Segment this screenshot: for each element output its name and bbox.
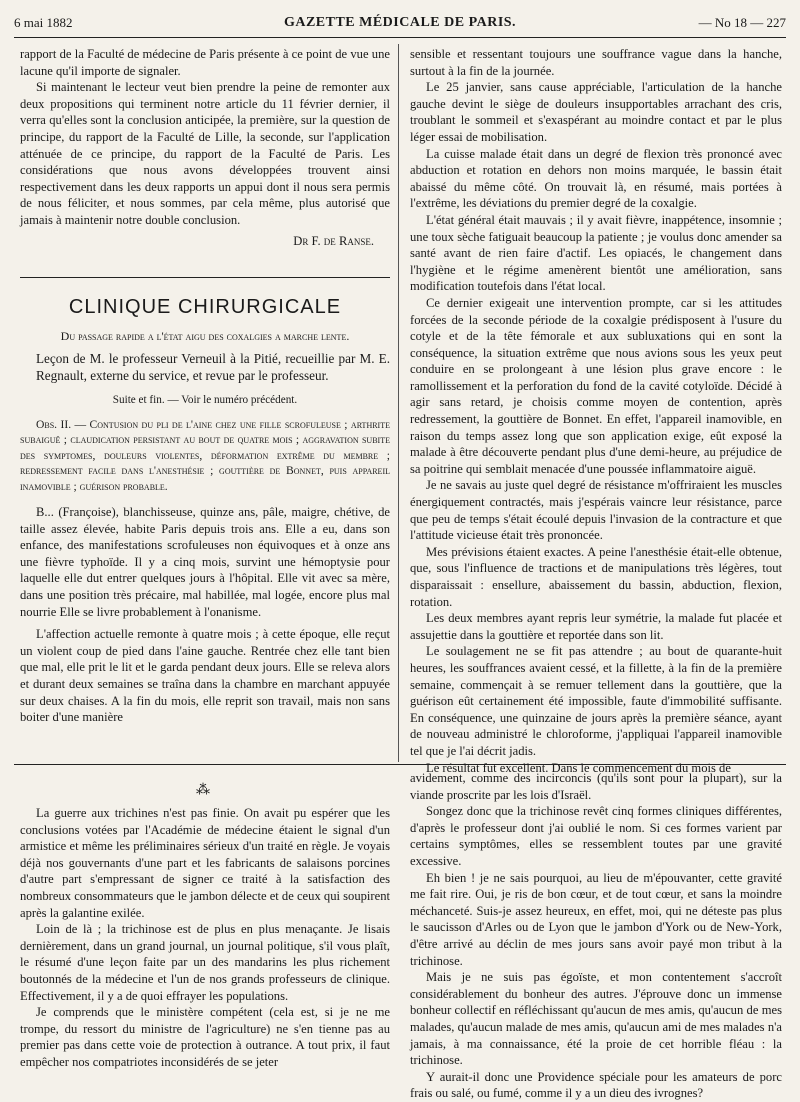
paragraph: Je ne savais au juste quel degré de résistance m'offriraient les muscles énergiquement contractés, mais j'espérais vaincre leur résistance, parce que peu de temps s'était écoulé depuis l'invasion de la contracture et que l'attitude vicieuse était très prononcée. — [410, 478, 782, 543]
continuation-note: Suite et fin. — Voir le numéro précédent. — [112, 394, 298, 406]
paragraph: L'affection actuelle remonte à quatre mois ; à cette époque, elle reçut un violent coup de pied dans l'aine gauche. Rentrée chez elle tant bien que mal, elle prit le lit et le garda pendant deux jours. Elle se releva alors et durant deux semaines se traîna dans la chambre en marchant appuyée sur deux chaises. A la fin du mois, elle reprit son travail, mais non sans boiter d'une manière — [20, 627, 390, 725]
feuilleton-rule — [14, 764, 786, 765]
paragraph: Y aurait-il donc une Providence spéciale pour les amateurs de porc frais ou salé, ou fumé, comme il y a un dieu des ivrognes? — [410, 1069, 782, 1101]
section-rule — [20, 277, 390, 278]
paragraph: Le 25 janvier, sans cause appréciable, l'articulation de la hanche gauche devint le siège de douleurs insupportables arrachant des cris, troublant le sommeil et s'exaspérant au moindre contact et par le plus léger essai de mobilisation. — [410, 80, 782, 144]
header-rule — [14, 37, 786, 38]
right-column-bottom — [410, 770, 782, 1102]
paragraph: La cuisse malade était dans un degré de flexion très prononcé avec abduction et rotation en dehors non moins marquée, le bassin était abaissé du même côté. On trouvait là, en résumé, mais portées à l'extrême, les déviations du premier degré de la coxalgie. — [410, 146, 782, 211]
paragraph: rapport de la Faculté de médecine de Paris présente à ce point de vue une lacune qu'il importe de signaler. — [20, 47, 390, 78]
paragraph: L'état général était mauvais ; il y avait fièvre, inappétence, insomnie ; une toux sèche fatiguait beaucoup la patiente ; je voulus donc amender sa santé avant de rien faire d'actif. Les opiacés, le changement dans l'hygiène et le régime amenèrent bientôt une amélioration, sans modification toutefois dans l'état local. — [410, 212, 782, 294]
asterism-ornament: ⁂ — [196, 783, 210, 798]
lecture-credit: Leçon de M. le professeur Verneuil à la Pitié, recueillie par M. E. Regnault, externe du service, et revue par le professeur. — [36, 351, 390, 383]
right-column-top — [410, 46, 782, 776]
paragraph: Songez donc que la trichinose revêt cinq formes cliniques différentes, d'après le professeur dont j'ai oublié le nom. Si ces formes varient par certains symptômes, elles se ressemblent toutes par une gravité excessive. — [410, 804, 782, 868]
section-title: CLINIQUE CHIRURGICALE — [68, 296, 342, 318]
observation-heading: Obs. II. — Contusion du pli de l'aine chez une fille scrofuleuse ; arthrite subaiguë ; claudication persistant au bout de quatre mois ; aggravation subite des symptomes, douleurs violentes, déformation extrême du membre ; redressement facile dans l'anesthésie ; gouttière de Bonnet, puis appareil inamovible ; guérison probable. — [20, 417, 390, 493]
paragraph: avidement, comme des incirconcis (qu'ils sont pour la plupart), sur la viande proscrite par les lois d'Israël. — [410, 771, 782, 802]
paragraph: Le résultat fut excellent. Dans le commencement du mois de — [426, 760, 731, 775]
clinique-section — [20, 284, 390, 726]
paragraph: Mes prévisions étaient exactes. A peine l'anesthésie était-elle obtenue, que, sous l'influence de tractions et de manipulations très légères, tout disparaissait : ensellure, abaissement du bassin, abduction, flexion, rotation. — [410, 544, 782, 609]
paragraph: sensible et ressentant toujours une souffrance vague dans la hanche, surtout à la fin de la journée. — [410, 47, 782, 78]
left-column-bottom — [20, 805, 390, 1071]
article-subtitle: Du passage rapide a l'état aigu des coxalgies a marche lente. — [60, 329, 350, 343]
paragraph: Les deux membres ayant repris leur symétrie, la malade fut placée et assujettie dans la gouttière et reportée dans son lit. — [410, 611, 782, 642]
page-header — [14, 12, 786, 34]
paragraph: Si maintenant le lecteur veut bien prendre la peine de remonter aux deux propositions qui terminent notre article du 11 février dernier, il verra qu'elles sont la conclusion anticipée, la première, sur la question de principe, du rapport de la Faculté de Lille, la seconde, sur l'application atténuée de ce principe, du rapport de la Faculté de Paris. Les considérations que nous avons développées trouvent ainsi respectivement dans les deux rapports un appui dont il nous sera permis de nous féliciter, et nous sommes, par cela même, plus autorisé que jamais à maintenir notre double conclusion. — [20, 80, 390, 227]
paragraph: Eh bien ! je ne sais pourquoi, au lieu de m'épouvanter, cette gravité me fait rire. Oui, je ris de bon cœur, et de tout cœur, et sans la moindre méchanceté. Suis-je assez heureux, en effet, moi, qui ne déteste pas plus le saucisson d'Arles ou de Lyon que le jambon d'York ou de New-York, d'être arrivé au déclin de mes jours sans avoir payé mon tribut à la trichinose. — [410, 870, 782, 968]
header-date: 6 mai 1882 — [14, 15, 73, 30]
paragraph: B... (Françoise), blanchisseuse, quinze ans, pâle, maigre, chétive, de taille assez élevée, habite Paris depuis trois ans. Elle a eu, dans son enfance, des manifestations scrofuleuses non équivoques et à onze ans une fièvre typhoïde. Il y a cinq mois, survint une hémoptysie pour laquelle elle dut entrer quelques jours à l'hôpital. Elle vit avec sa mère, dans une position très précaire, mal habillée, mal logée, encore plus mal nourrie Elle se livre probablement à l'onanisme. — [20, 505, 390, 619]
signature: Dr F. de Ranse. — [293, 233, 374, 248]
left-column-top — [20, 46, 390, 249]
header-issue: — No 18 — 227 — [698, 15, 786, 30]
paragraph: Loin de là ; la trichinose est de plus en plus menaçante. Je lisais dernièrement, dans un grand journal, un journal politique, s'il vous plaît, le résumé d'une leçon faite par un des mandarins les plus richement boutonnés de la médecine et l'un de nos grands professeurs de clinique. Effectivement, il y a de quoi effrayer les populations. — [20, 922, 390, 1003]
header-title: GAZETTE MÉDICALE DE PARIS. — [283, 15, 517, 30]
paragraph: Mais je ne suis pas égoïste, et mon contentement s'accroît considérablement du bonheur des autres. J'éprouve donc un immense bonheur collectif en réfléchissant qu'aucun de mes amis, qu'aucun de mes malades, qu'aucun malade de mes amis, qu'aucun ami de mes malades n'a jamais, à ma connaissance, été la proie de cet horrible fléau : la trichinose. — [410, 970, 782, 1068]
column-divider — [398, 44, 399, 762]
paragraph: Ce dernier exigeait une intervention prompte, car si les attitudes forcées de la seconde période de la coxalgie prédisposent à l'usure du cotyle et de la tête fémorale et aux subluxations qui en sont la conséquence, la situation extrême que nous avions sous les yeux peut conduire en se prolongeant à une lésion plus grave encore : le ramollissement et la perforation du fond de la cavité cotyloïde. Décidé à agir sans retard, je choisis comme moyen de contention, après redressement, la gouttière de Bonnet. En effet, l'appareil inamovible, en raison du temps assez long que son application exige, eût exposé la malade à être découverte pendant plus d'une demi-heure, au préjudice de sa poitrine qui semblait menacée d'une poussée inflammatoire aiguë. — [410, 295, 782, 476]
paragraph: Je comprends que le ministère compétent (cela est, si je ne me trompe, du ressort du ministre de l'agriculture) ne s'en tienne pas au premier pas dans cette voie de protection à outrance. A tout prix, il faut empêcher nos compatriotes inconsidérés de se jeter — [20, 1005, 390, 1069]
paragraph: La guerre aux trichines n'est pas finie. On avait pu espérer que les conclusions votées par l'Académie de médecine étaient le signal d'un armistice et même les préliminaires sérieux d'un traité en règle. Je voyais déjà nos gouvernants d'une part et les fabricants de salaisons porcines d'autre part s'empressant de signer ce traité à la satisfaction des nombreux consommateurs que le jambon délecte et de ceux qui soupirent après la galantine exilée. — [20, 806, 391, 920]
paragraph: Le soulagement ne se fit pas attendre ; au bout de quarante-huit heures, les souffrances avaient cessé, et la fillette, à la fin de la première semaine, commençait à se remuer tellement dans la gouttière, que la guérison eût certainement été impossible, faute d'immobilité suffisante. En conséquence, une quinzaine de jours après la première séance, ayant de nouveau administré le chloroforme, j'appliquai l'appareil inamovible tel que je l'ai décrit jadis. — [410, 644, 782, 758]
